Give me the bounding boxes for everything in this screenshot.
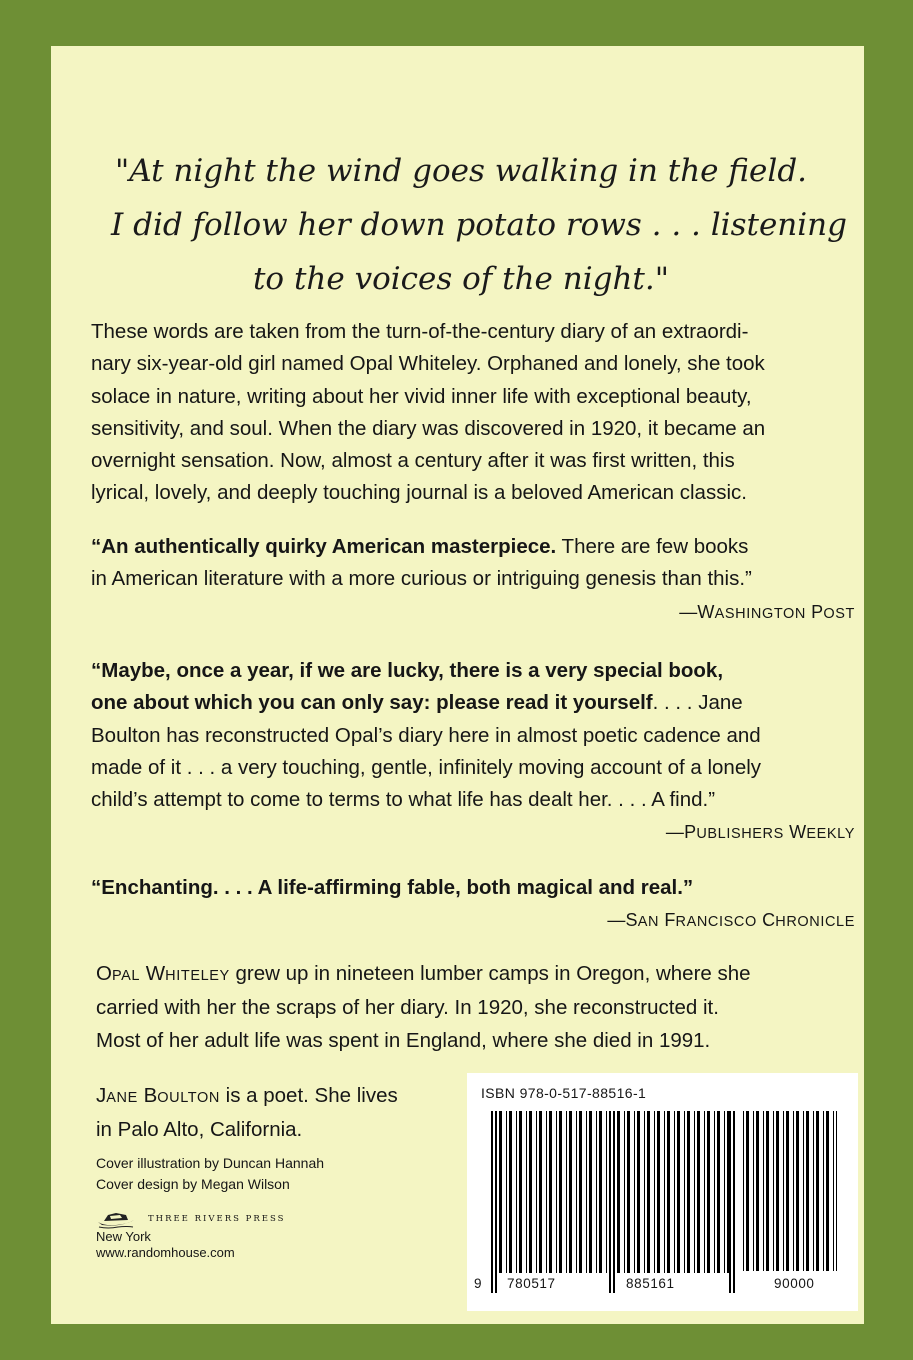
isbn-label: ISBN 978-0-517-88516-1 [481, 1085, 647, 1101]
barcode-bar [677, 1111, 680, 1273]
barcode-bar [579, 1111, 582, 1273]
barcode-bar [664, 1111, 665, 1273]
barcode-guard-bar [733, 1111, 735, 1293]
barcode-digits-right: 885161 [626, 1276, 675, 1291]
barcode-bar [746, 1111, 749, 1271]
source-smallcaps: OST [823, 605, 855, 622]
review-quote-publishers-weekly [91, 655, 855, 850]
bio-line: carried with her the scraps of her diary. In 1920, she reconstructed it. [96, 996, 719, 1020]
intro-line: These words are taken from the turn-of-the-century diary of an extraordi- [91, 320, 749, 343]
barcode-bar [727, 1111, 729, 1273]
intro-line: nary six-year-old girl named Opal Whiteley. Orphaned and lonely, she took [91, 352, 765, 376]
quote-bold: “Enchanting. . . . A life-affirming fable, both magical and real.” [91, 876, 694, 899]
credit-illustration: Cover illustration by Duncan Hannah [96, 1155, 325, 1171]
quote-source [91, 816, 855, 850]
barcode-bar [756, 1111, 759, 1271]
barcode-bar [599, 1111, 602, 1273]
quote-text: . . . . Jane [652, 691, 743, 715]
boat-logo-icon [96, 1209, 136, 1229]
barcode-bar [753, 1111, 754, 1271]
source-initial: P [811, 601, 824, 622]
barcode-bar [806, 1111, 809, 1271]
name-initial: B [143, 1084, 158, 1107]
barcode-bar [556, 1111, 557, 1273]
source-smallcaps: AN [637, 914, 660, 931]
barcode-bar [566, 1111, 567, 1273]
barcode-bar [637, 1111, 640, 1273]
publisher-row [96, 1209, 396, 1229]
barcode-digit-lead: 9 [474, 1276, 483, 1291]
quote-source [91, 904, 855, 938]
barcode-bar [536, 1111, 537, 1273]
barcode-bar [783, 1111, 784, 1271]
barcode-bar [674, 1111, 675, 1273]
barcode-bar [724, 1111, 725, 1273]
barcode-bar [624, 1111, 625, 1273]
source-dash: — [607, 910, 626, 931]
publisher-block [96, 1209, 396, 1261]
barcode-bar [816, 1111, 819, 1271]
barcode-bar [627, 1111, 630, 1273]
cover-panel [51, 46, 864, 1324]
quote-line: child’s attempt to come to terms to what life has dealt her. . . . A find.” [91, 788, 716, 812]
source-smallcaps: RANCISCO [675, 914, 757, 931]
review-quote-san-francisco-chronicle [91, 872, 855, 938]
quote-line: Boulton has reconstructed Opal’s diary here in almost poetic cadence and [91, 723, 761, 747]
bio-line: in Palo Alto, California. [96, 1118, 303, 1142]
intro-paragraph [91, 316, 855, 510]
barcode-bar [813, 1111, 814, 1271]
barcode-bar [549, 1111, 552, 1273]
barcode-bar [776, 1111, 779, 1271]
name-smallcaps: OULTON [157, 1090, 220, 1106]
barcode-bar [654, 1111, 655, 1273]
source-smallcaps: UBLISHERS [696, 826, 784, 843]
quote-line [91, 872, 855, 904]
barcode-panel [467, 1073, 858, 1311]
barcode-bar [657, 1111, 660, 1273]
barcode-bar [569, 1111, 572, 1273]
barcode-bar [684, 1111, 685, 1273]
barcode-bar [596, 1111, 597, 1273]
bio-line: Most of her adult life was spent in England, where she died in 1991. [96, 1028, 711, 1052]
barcode-guard-bar [495, 1111, 497, 1293]
intro-line: solace in nature, writing about her vivid inner life with exceptional beauty, [91, 384, 752, 408]
barcode-bar [516, 1111, 517, 1273]
quote-bold: one about which you can only say: please read it yourself [91, 691, 653, 715]
review-quote-washington-post [91, 531, 855, 630]
barcode-bar [743, 1111, 744, 1271]
author-bio-opal [96, 958, 856, 1057]
bio-line [96, 1080, 476, 1114]
quote-line: made of it . . . a very touching, gentle, infinitely moving account of a lonely [91, 755, 762, 779]
barcode-bar [796, 1111, 799, 1271]
bio-text: grew up in nineteen lumber camps in Oregon, where she [229, 962, 751, 985]
barcode-bar [763, 1111, 764, 1271]
epigraph-line: "At night the wind goes walking in the field. [114, 153, 808, 189]
bio-text: is a poet. She lives [219, 1084, 398, 1107]
source-initial: C [762, 910, 776, 931]
barcode-bar [667, 1111, 670, 1273]
barcode-bar [644, 1111, 645, 1273]
intro-line: sensitivity, and soul. When the diary was discovered in 1920, it became an [91, 416, 766, 440]
source-smallcaps: HRONICLE [775, 914, 855, 931]
barcode-bar [519, 1111, 522, 1273]
barcode-bar [826, 1111, 829, 1271]
barcode-guard-bar [729, 1111, 731, 1293]
credit-design: Cover design by Megan Wilson [96, 1176, 290, 1192]
barcode-bar [773, 1111, 774, 1271]
intro-line: overnight sensation. Now, almost a century after it was first written, this [91, 449, 735, 473]
bio-line [96, 958, 856, 992]
barcode-bar [586, 1111, 587, 1273]
name-smallcaps: ANE [106, 1090, 138, 1106]
barcode-bar [589, 1111, 592, 1273]
barcode-digits-left: 780517 [507, 1276, 556, 1291]
barcode-bar [836, 1111, 837, 1271]
epigraph-line: to the voices of the night." [252, 261, 670, 297]
quote-line [91, 655, 855, 687]
barcode-bar [714, 1111, 715, 1273]
source-initial: W [697, 601, 715, 622]
barcode-bar [529, 1111, 532, 1273]
barcode-bar [539, 1111, 542, 1273]
barcode-guard-bar [609, 1111, 611, 1293]
name-smallcaps: PAL [111, 968, 141, 984]
quote-text: There are few books [556, 535, 749, 558]
barcode-bar [707, 1111, 710, 1273]
barcode-guard-bar [613, 1111, 615, 1293]
source-dash: — [679, 601, 698, 622]
source-initial: S [625, 910, 638, 931]
quote-bold: “An authentically quirky American masterpiece. [91, 535, 557, 558]
source-smallcaps: EEKLY [806, 826, 855, 843]
barcode-bar [694, 1111, 695, 1273]
quote-line [91, 687, 855, 719]
epigraph-line: I did follow her down potato rows . . . listening [111, 207, 847, 243]
author-bio-jane [96, 1080, 476, 1147]
barcode-bar [833, 1111, 834, 1271]
source-smallcaps: ASHINGTON [714, 605, 806, 622]
barcode-bar [606, 1111, 607, 1273]
barcode-bar [559, 1111, 562, 1273]
quote-source [91, 596, 855, 630]
name-initial: J [96, 1084, 107, 1107]
barcode-bar [704, 1111, 705, 1273]
source-dash: — [665, 822, 685, 843]
source-initial: W [789, 822, 807, 843]
publisher-url: www.randomhouse.com [96, 1245, 235, 1260]
barcode-addon-digits: 90000 [774, 1276, 815, 1291]
quote-line: in American literature with a more curious or intriguing genesis than this.” [91, 567, 752, 591]
barcode-bar [617, 1111, 620, 1273]
quote-bold: “Maybe, once a year, if we are lucky, there is a very special book, [91, 659, 724, 682]
publisher-city: New York [96, 1229, 151, 1244]
barcode-bar [506, 1111, 507, 1273]
barcode-bar [687, 1111, 690, 1273]
intro-line: lyrical, lovely, and deeply touching journal is a beloved American classic. [91, 481, 747, 505]
quote-line [91, 531, 855, 563]
barcode-bar [634, 1111, 635, 1273]
barcode-bar [546, 1111, 547, 1273]
name-initial: O [96, 962, 112, 985]
name-smallcaps: HITELEY [165, 968, 230, 984]
barcode-bar [499, 1111, 502, 1273]
epigraph-quote [111, 144, 847, 306]
barcode-bar [717, 1111, 720, 1273]
source-initial: P [684, 822, 697, 843]
source-initial: F [664, 910, 676, 931]
cover-credits [96, 1153, 416, 1195]
barcode-bar [647, 1111, 650, 1273]
publisher-name: THREE RIVERS PRESS [148, 1214, 286, 1224]
barcode-bar [786, 1111, 789, 1271]
barcode-bar [803, 1111, 804, 1271]
name-initial: W [145, 962, 166, 985]
barcode-bar [766, 1111, 769, 1271]
barcode-bar [823, 1111, 824, 1271]
barcode-bar [509, 1111, 512, 1273]
barcode-bar [697, 1111, 700, 1273]
barcode-bar [526, 1111, 527, 1273]
barcode-bar [576, 1111, 577, 1273]
barcode-bar [793, 1111, 794, 1271]
barcode-guard-bar [491, 1111, 493, 1293]
